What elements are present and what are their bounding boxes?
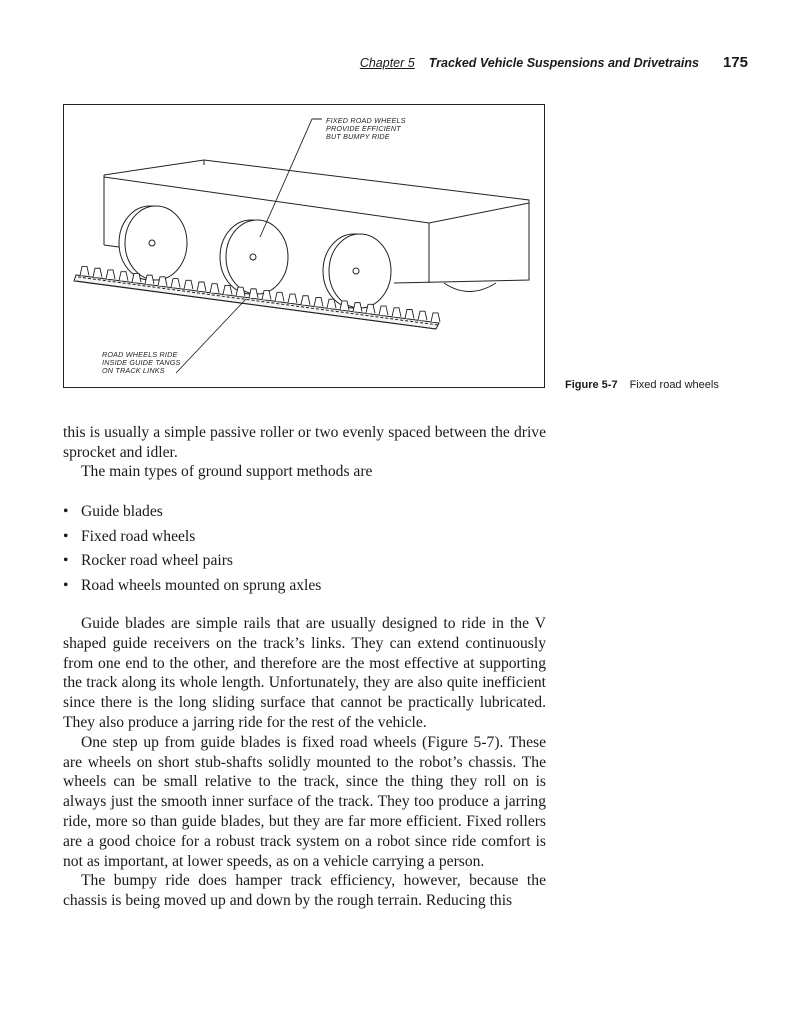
figure-caption [565,379,765,391]
figure-5-7 [63,104,545,388]
road-wheel-1 [119,206,187,280]
page-number: 175 [722,54,748,71]
guide-tang [327,299,336,308]
chapter-label: Chapter 5 [359,56,415,70]
fixed-road-wheels-illustration [64,105,544,387]
guide-tang [379,306,388,315]
list-item: • Guide blades [63,502,546,527]
main-body [63,614,546,911]
guide-tang [184,280,193,289]
guide-tang [366,304,375,313]
caption-text: Fixed road wheels [629,379,719,391]
paragraph-intro [63,423,546,463]
guide-tang [262,291,271,300]
callout-fixed-road-wheels: FIXED ROAD WHEELS PROVIDE EFFICIENT BUT BUMPY RIDE [326,116,406,142]
para-fixed-wheels: One step up from guide blades is fixed road wheels (Figure 5-7). These are wheels on short stub-shafts solidly mounted to the robot’s chassis. The wheels can be small relative to the track, since the thing they roll on is always just the smooth inner surface of the track. They too produce a jarring ride, more so than guide blades, but they are far more efficient. Fixed rollers are a good choice for a robust track system on a robot since ride comfort is not as important, at lower speeds, as on a vehicle carrying a person. [63,733,546,870]
guide-tang [405,310,414,319]
guide-tang [392,308,401,317]
guide-tang [301,296,310,305]
road-wheel-3 [323,234,391,308]
road-wheel-2 [220,220,288,294]
guide-tang [119,272,128,281]
guide-tang [171,279,180,288]
guide-tang [145,275,154,284]
para-guide-blades: Guide blades are simple rails that are usually designed to ride in the V shaped guide receivers on the track’s links. They can extend continuously from one end to the other, and therefore are the most effective at supporting the track along its whole length. Unfortunately, they are also quite inefficient since there is the long sliding surface that cannot be practically lubricated. They also produce a jarring ride for the rest of the vehicle. [63,615,546,731]
callout-guide-tangs: ROAD WHEELS RIDE INSIDE GUIDE TANGS ON TRACK LINKS [102,350,181,376]
guide-tang [249,289,258,298]
para-intro: this is usually a simple passive roller or two evenly spaced between the drive sprocket and idler. [63,424,546,461]
guide-tang [80,267,89,276]
guide-tang [210,284,219,293]
guide-tang [275,292,284,301]
list-item: • Road wheels mounted on sprung axles [63,576,546,601]
guide-tang [353,303,362,312]
guide-tang [314,297,323,306]
paragraph-types [63,462,546,482]
guide-tang [93,268,102,277]
guide-tang [288,294,297,303]
list-item: • Fixed road wheels [63,527,546,552]
guide-tang [236,287,245,296]
support-methods-list [63,502,546,600]
running-header [300,54,748,76]
guide-tang [106,270,115,279]
para-bumpy-ride: The bumpy ride does hamper track efficiency, however, because the chassis is being moved up and down by the rough terrain. Reducing this [63,872,546,910]
guide-tang [223,285,232,294]
guide-tang [197,282,206,291]
guide-tang [158,277,167,286]
guide-tang [418,311,427,320]
guide-tang [132,273,141,282]
guide-tang [431,313,440,322]
chapter-title: Tracked Vehicle Suspensions and Drivetrains [428,56,699,70]
list-item: • Rocker road wheel pairs [63,551,546,576]
para-types: The main types of ground support methods are [81,463,373,480]
caption-label: Figure 5-7 [565,379,618,391]
guide-tang [340,301,349,310]
